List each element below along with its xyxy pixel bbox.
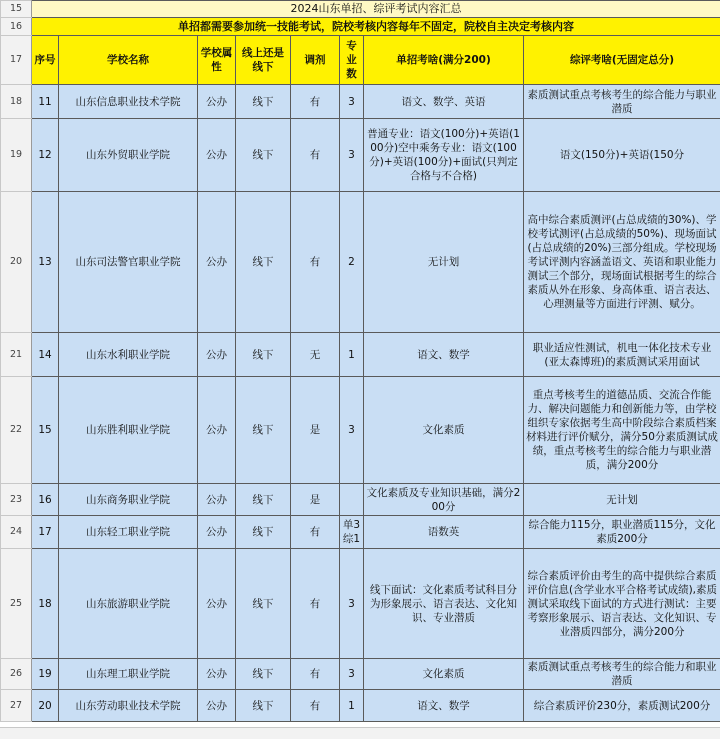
exam-mode-cell[interactable]: 线下 — [236, 659, 291, 690]
header-school[interactable]: 学校名称 — [59, 36, 198, 85]
majors-count-cell[interactable]: 2 — [340, 192, 364, 333]
single-exam-cell[interactable]: 文化素质 — [364, 659, 524, 690]
exam-mode-cell[interactable]: 线下 — [236, 377, 291, 484]
header-single-exam[interactable]: 单招考啥(满分200) — [364, 36, 524, 85]
school-type-cell[interactable]: 公办 — [198, 516, 236, 549]
table-row — [1, 377, 720, 484]
single-exam-cell[interactable]: 语数英 — [364, 516, 524, 549]
single-exam-cell[interactable]: 线下面试：文化素质考试科目分为形象展示、语言表达、文化知识、专业潜质 — [364, 549, 524, 659]
adjust-cell[interactable]: 有 — [291, 85, 340, 119]
header-adjust[interactable]: 调剂 — [291, 36, 340, 85]
school-name-cell[interactable]: 山东水利职业学院 — [59, 333, 198, 377]
seq-cell[interactable]: 14 — [32, 333, 59, 377]
majors-count-cell[interactable]: 3 — [340, 85, 364, 119]
exam-mode-cell[interactable]: 线下 — [236, 690, 291, 722]
school-type-cell[interactable]: 公办 — [198, 690, 236, 722]
seq-cell[interactable]: 19 — [32, 659, 59, 690]
adjust-cell[interactable]: 无 — [291, 333, 340, 377]
notice-row — [1, 18, 720, 36]
majors-count-cell[interactable]: 1 — [340, 333, 364, 377]
adjust-cell[interactable]: 有 — [291, 690, 340, 722]
row-number[interactable]: 20 — [1, 192, 32, 333]
header-type[interactable]: 学校属性 — [198, 36, 236, 85]
adjust-cell[interactable]: 有 — [291, 516, 340, 549]
exam-mode-cell[interactable]: 线下 — [236, 192, 291, 333]
row-number[interactable]: 21 — [1, 333, 32, 377]
comp-exam-cell[interactable]: 高中综合素质测评(占总成绩的30%)、学校考试测评(占总成绩的50%)、现场面试(占总成绩的20%)三部分组成。学校现场考试评测内容涵盖语文、英语和职业能力测试三个部分，现场面试根据考生的综合素质从外在形象、身高体重、语言表达、心理测量等方面进行评测、赋分。 — [524, 192, 720, 333]
adjust-cell[interactable]: 有 — [291, 119, 340, 192]
row-number[interactable]: 25 — [1, 549, 32, 659]
table-row — [1, 659, 720, 690]
table-row — [1, 333, 720, 377]
comp-exam-cell[interactable]: 素质测试重点考核考生的综合能力与职业潜质 — [524, 85, 720, 119]
header-seq[interactable]: 序号 — [32, 36, 59, 85]
school-name-cell[interactable]: 山东商务职业学院 — [59, 484, 198, 516]
row-number[interactable]: 17 — [1, 36, 32, 85]
school-type-cell[interactable]: 公办 — [198, 85, 236, 119]
table-row — [1, 192, 720, 333]
seq-cell[interactable]: 13 — [32, 192, 59, 333]
school-name-cell[interactable]: 山东理工职业学院 — [59, 659, 198, 690]
table-row — [1, 119, 720, 192]
comp-exam-cell[interactable]: 重点考核考生的道德品质、交流合作能力、解决问题能力和创新能力等，由学校组织专家依据考生高中阶段综合素质档案材料进行评价赋分，满分50分素质测试成绩，重点考核考生的综合能力与职业潜质，满分200分 — [524, 377, 720, 484]
seq-cell[interactable]: 12 — [32, 119, 59, 192]
seq-cell[interactable]: 16 — [32, 484, 59, 516]
majors-count-cell[interactable]: 3 — [340, 549, 364, 659]
majors-count-cell[interactable]: 3 — [340, 119, 364, 192]
exam-mode-cell[interactable]: 线下 — [236, 333, 291, 377]
adjust-cell[interactable]: 有 — [291, 192, 340, 333]
table-row — [1, 484, 720, 516]
school-name-cell[interactable]: 山东轻工职业学院 — [59, 516, 198, 549]
single-exam-cell[interactable]: 普通专业：语文(100分)+英语(100分)空中乘务专业：语文(100分)+英语(100分)+面试(只判定合格与不合格) — [364, 119, 524, 192]
single-exam-cell[interactable]: 语文、数学、英语 — [364, 85, 524, 119]
comp-exam-cell[interactable]: 素质测试重点考核考生的综合能力和职业潜质 — [524, 659, 720, 690]
header-row — [1, 36, 720, 85]
seq-cell[interactable]: 11 — [32, 85, 59, 119]
school-type-cell[interactable]: 公办 — [198, 549, 236, 659]
school-type-cell[interactable]: 公办 — [198, 119, 236, 192]
seq-cell[interactable]: 20 — [32, 690, 59, 722]
seq-cell[interactable]: 18 — [32, 549, 59, 659]
adjust-cell[interactable]: 是 — [291, 377, 340, 484]
exam-mode-cell[interactable]: 线下 — [236, 484, 291, 516]
school-type-cell[interactable]: 公办 — [198, 484, 236, 516]
school-type-cell[interactable]: 公办 — [198, 192, 236, 333]
single-exam-cell[interactable]: 无计划 — [364, 192, 524, 333]
majors-count-cell[interactable]: 3 — [340, 659, 364, 690]
seq-cell[interactable]: 17 — [32, 516, 59, 549]
row-number[interactable]: 18 — [1, 85, 32, 119]
row-number[interactable]: 22 — [1, 377, 32, 484]
header-mode[interactable]: 线上还是线下 — [236, 36, 291, 85]
comp-exam-cell[interactable]: 语文(150分)+英语(150分 — [524, 119, 720, 192]
majors-count-cell[interactable]: 1 — [340, 690, 364, 722]
comp-exam-cell[interactable]: 综合素质评价由考生的高中提供综合素质评价信息(含学业水平合格考试成绩),素质测试采取线下面试的方式进行测试：主要考察形象展示、语言表达、文化知识、专业潜质四部分，满分200分 — [524, 549, 720, 659]
adjust-cell[interactable]: 是 — [291, 484, 340, 516]
single-exam-cell[interactable]: 文化素质及专业知识基础，满分200分 — [364, 484, 524, 516]
notice-banner[interactable]: 单招都需要参加统一技能考试，院校考核内容每年不固定，院校自主决定考核内容 — [32, 18, 720, 36]
single-exam-cell[interactable]: 语文、数学 — [364, 690, 524, 722]
row-number[interactable]: 15 — [1, 1, 32, 18]
header-comp-exam[interactable]: 综评考啥(无固定总分) — [524, 36, 720, 85]
school-name-cell[interactable]: 山东劳动职业技术学院 — [59, 690, 198, 722]
header-majors[interactable]: 专业数 — [340, 36, 364, 85]
table-row — [1, 549, 720, 659]
school-name-cell[interactable]: 山东胜利职业学院 — [59, 377, 198, 484]
row-number[interactable]: 16 — [1, 18, 32, 36]
table-row — [1, 516, 720, 549]
single-exam-cell[interactable]: 语文、数学 — [364, 333, 524, 377]
comp-exam-cell[interactable]: 综合素质评价230分，素质测试200分 — [524, 690, 720, 722]
school-name-cell[interactable]: 山东司法警官职业学院 — [59, 192, 198, 333]
majors-count-cell[interactable] — [340, 484, 364, 516]
exam-mode-cell[interactable]: 线下 — [236, 85, 291, 119]
seq-cell[interactable]: 15 — [32, 377, 59, 484]
adjust-cell[interactable]: 有 — [291, 549, 340, 659]
row-number[interactable]: 24 — [1, 516, 32, 549]
school-name-cell[interactable]: 山东旅游职业学院 — [59, 549, 198, 659]
sheet-title[interactable]: 2024山东单招、综评考试内容汇总 — [32, 1, 720, 18]
school-name-cell[interactable]: 山东外贸职业学院 — [59, 119, 198, 192]
table-row — [1, 690, 720, 722]
majors-count-cell[interactable]: 单3综1 — [340, 516, 364, 549]
comp-exam-cell[interactable]: 职业适应性测试，机电一体化技术专业(亚太森博班)的素质测试采用面试 — [524, 333, 720, 377]
single-exam-cell[interactable]: 文化素质 — [364, 377, 524, 484]
school-type-cell[interactable]: 公办 — [198, 377, 236, 484]
next-row-strip — [0, 727, 720, 739]
adjust-cell[interactable]: 有 — [291, 659, 340, 690]
comp-exam-cell[interactable]: 综合能力115分，职业潜质115分，文化素质200分 — [524, 516, 720, 549]
row-number[interactable]: 23 — [1, 484, 32, 516]
exam-mode-cell[interactable]: 线下 — [236, 549, 291, 659]
majors-count-cell[interactable]: 3 — [340, 377, 364, 484]
school-type-cell[interactable]: 公办 — [198, 659, 236, 690]
table-row — [1, 85, 720, 119]
school-name-cell[interactable]: 山东信息职业技术学院 — [59, 85, 198, 119]
exam-mode-cell[interactable]: 线下 — [236, 516, 291, 549]
school-type-cell[interactable]: 公办 — [198, 333, 236, 377]
row-number[interactable]: 27 — [1, 690, 32, 722]
exam-mode-cell[interactable]: 线下 — [236, 119, 291, 192]
comp-exam-cell[interactable]: 无计划 — [524, 484, 720, 516]
row-number[interactable]: 26 — [1, 659, 32, 690]
title-row — [1, 1, 720, 18]
row-number[interactable]: 19 — [1, 119, 32, 192]
